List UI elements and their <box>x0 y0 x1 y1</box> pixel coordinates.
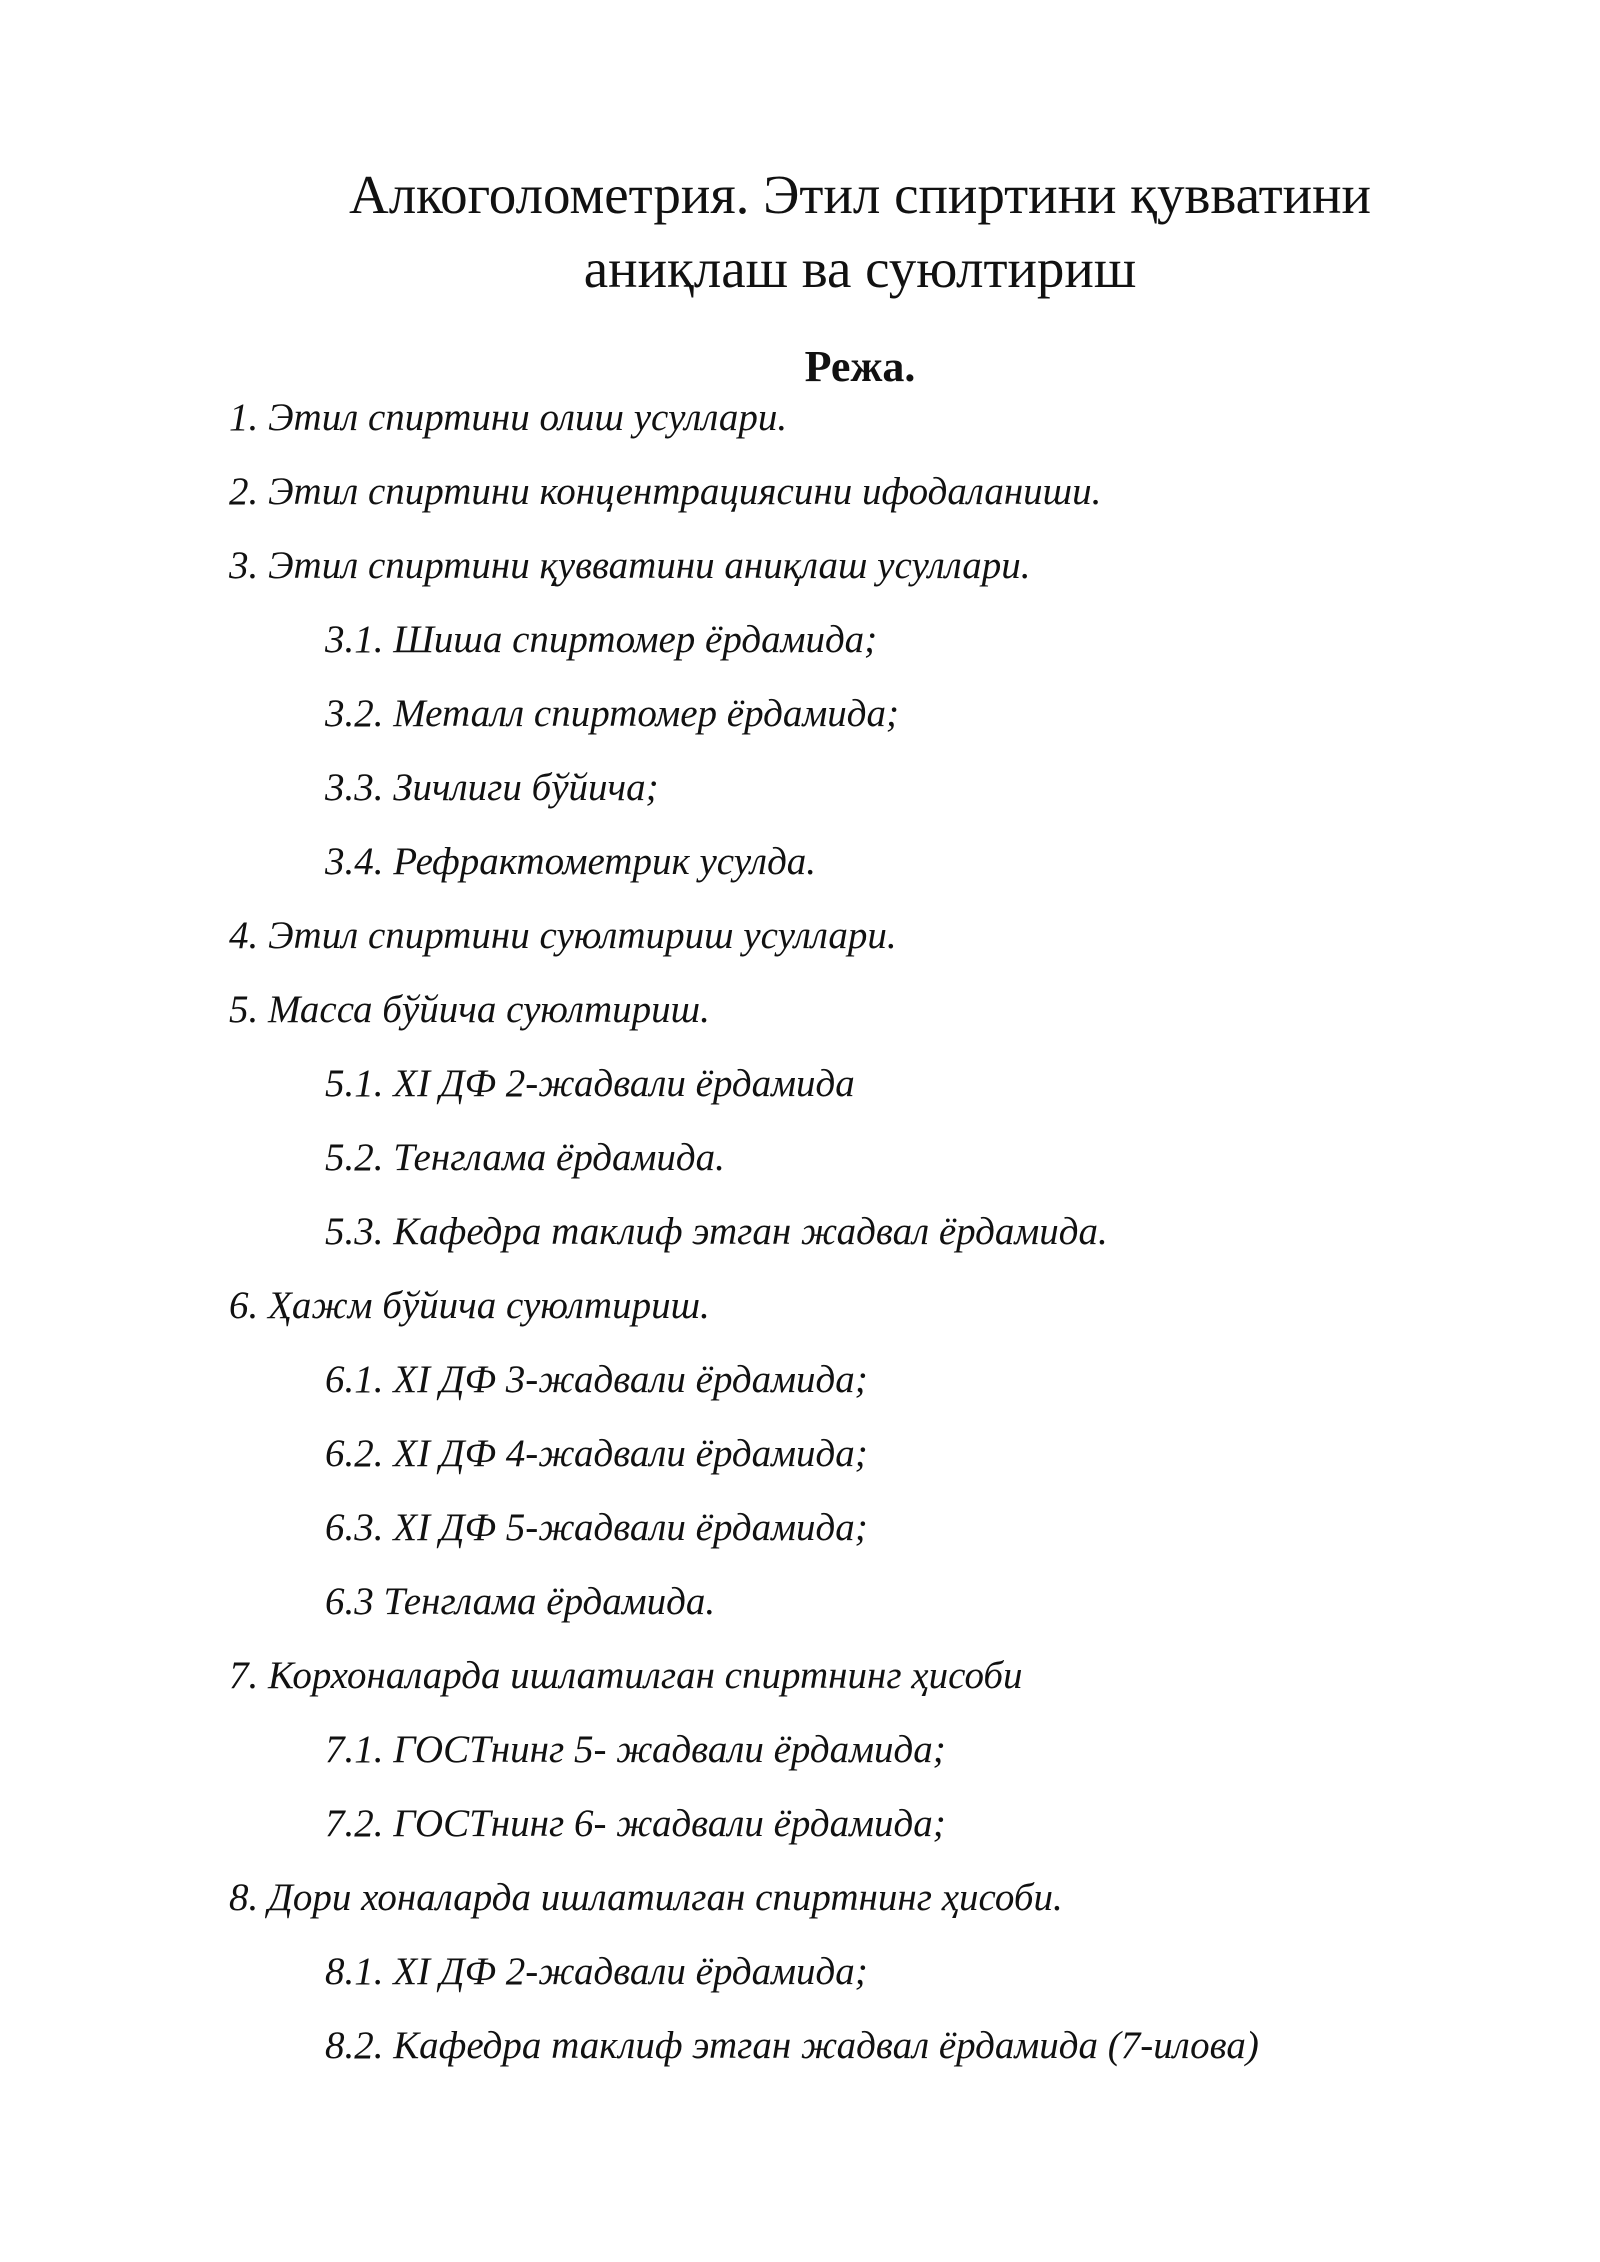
outline-item-5-2: 5.2. Тенглама ёрдамида. <box>325 1136 725 1179</box>
document-title-line-1: Алкоголометрия. Этил спиртини қувватини <box>349 164 1371 225</box>
outline-item-1: 1. Этил спиртини олиш усуллари. <box>229 396 788 439</box>
outline-item-6-3b: 6.3 Тенглама ёрдамида. <box>325 1580 716 1623</box>
outline-item-6-2: 6.2. ХI ДФ 4-жадвали ёрдамида; <box>325 1432 868 1475</box>
outline-item-6: 6. Ҳажм бўйича суюлтириш. <box>229 1284 710 1327</box>
outline-item-3-2: 3.2. Металл спиртомер ёрдамида; <box>325 692 899 735</box>
outline-item-2: 2. Этил спиртини концентрациясини ифодаланиши. <box>229 470 1102 513</box>
plan-heading: Режа. <box>804 342 916 391</box>
outline-item-8-2: 8.2. Кафедра таклиф этган жадвал ёрдамида (7-илова) <box>325 2024 1259 2067</box>
outline-item-6-1: 6.1. ХI ДФ 3-жадвали ёрдамида; <box>325 1358 868 1401</box>
outline-item-5: 5. Масса бўйича суюлтириш. <box>229 988 710 1031</box>
outline-item-5-1: 5.1. ХI ДФ 2-жадвали ёрдамида <box>325 1062 855 1105</box>
outline-item-7-1: 7.1. ГОСТнинг 5- жадвали ёрдамида; <box>325 1728 946 1771</box>
outline-item-8-1: 8.1. ХI ДФ 2-жадвали ёрдамида; <box>325 1950 868 1993</box>
document-title-line-2: аниқлаш ва суюлтириш <box>583 238 1137 299</box>
outline-item-3-4: 3.4. Рефрактометрик усулда. <box>325 840 817 883</box>
outline-item-7: 7. Корхоналарда ишлатилган спиртнинг ҳисоби <box>229 1654 1023 1697</box>
outline-item-3-3: 3.3. Зичлиги бўйича; <box>325 766 659 809</box>
document-title <box>260 158 1460 306</box>
outline-item-7-2: 7.2. ГОСТнинг 6- жадвали ёрдамида; <box>325 1802 946 1845</box>
outline-item-5-3: 5.3. Кафедра таклиф этган жадвал ёрдамида. <box>325 1210 1108 1253</box>
outline-item-4: 4. Этил спиртини суюлтириш усуллари. <box>229 914 897 957</box>
outline-item-3-1: 3.1. Шиша спиртомер ёрдамида; <box>325 618 878 661</box>
outline-item-6-3: 6.3. ХI ДФ 5-жадвали ёрдамида; <box>325 1506 868 1549</box>
outline-item-3: 3. Этил спиртини қувватини аниқлаш усуллари. <box>229 544 1031 587</box>
outline-item-8: 8. Дори хоналарда ишлатилган спиртнинг ҳисоби. <box>229 1876 1063 1919</box>
